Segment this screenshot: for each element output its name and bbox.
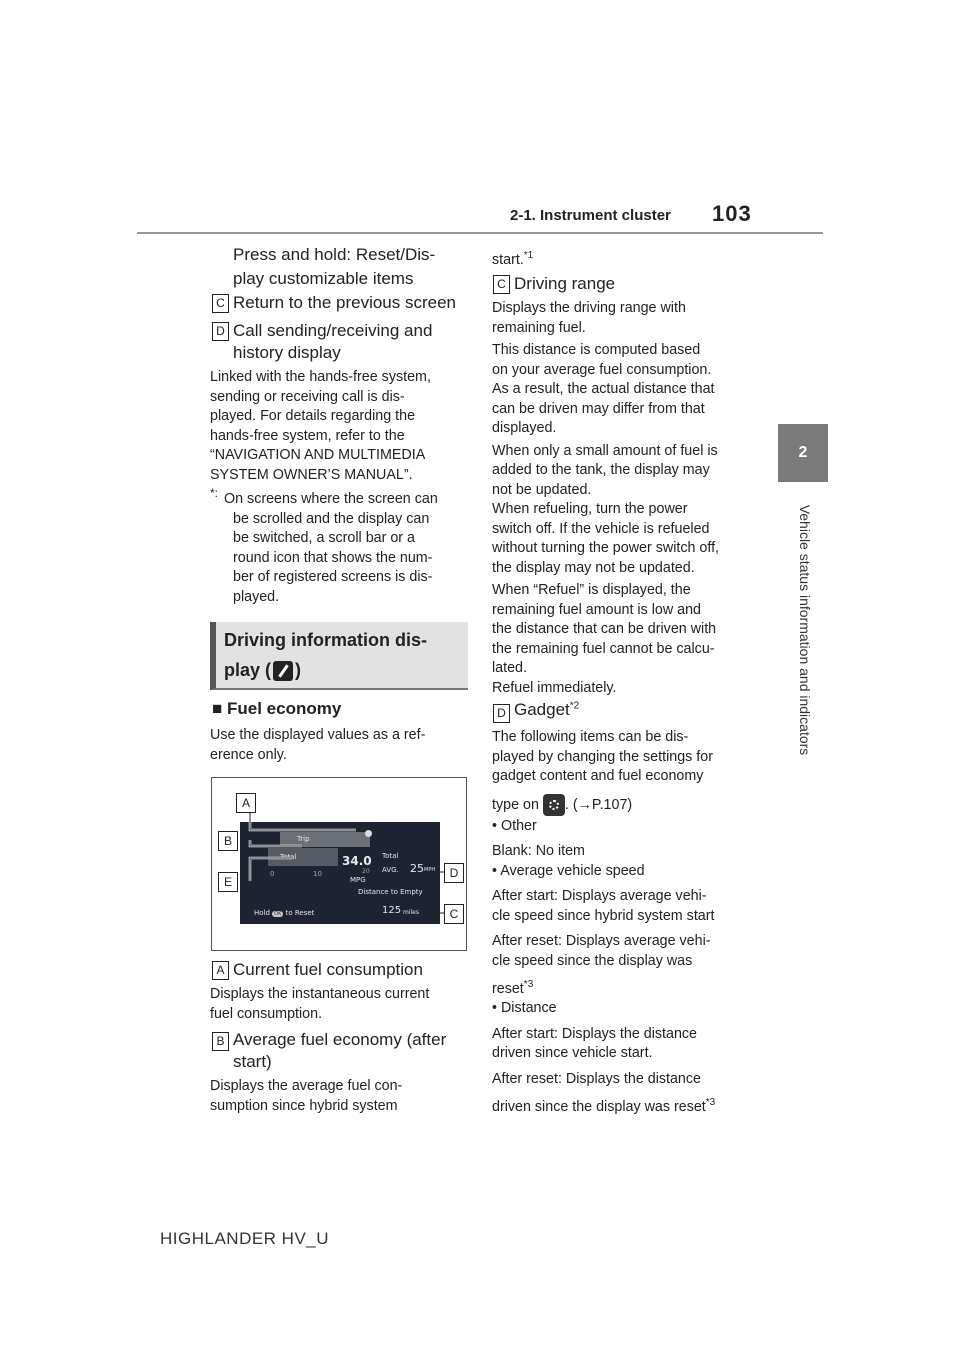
figure-label-b: B — [218, 831, 238, 851]
d-description: Linked with the hands-free system, sending or receiving call is dis- played. For details regarding the hands-free system, refer to the “NAVIGATION AND MULTIMEDIA SYSTEM OWNER’S MANUAL”. — [210, 369, 431, 483]
header-rule — [137, 232, 823, 234]
callout-b-label: Average fuel economy (after start) — [233, 1030, 447, 1071]
model-footer: HIGHLANDER HV_U — [160, 1229, 330, 1248]
pencil-icon — [273, 661, 293, 681]
gadget-label: Gadget$^{*2}$ — [514, 700, 580, 719]
callout-d-label: Call sending/receiving and history display — [233, 321, 433, 362]
figure-label-d: D — [444, 863, 464, 883]
subheading: ■ Fuel economy — [212, 699, 342, 718]
chapter-side-title: Vehicle status information and indicators — [797, 504, 813, 756]
figure-label-e: E — [218, 872, 238, 892]
b-description: Displays the average fuel con- sumption since hybrid system — [210, 1078, 403, 1114]
callout-badge-b: B — [212, 1032, 229, 1051]
intro-text: Use the displayed values as a ref- erence only. — [210, 727, 426, 763]
fuel-value: 34.0 — [342, 854, 372, 868]
page-number: 103 — [712, 201, 752, 226]
driving-range-label: Driving range — [514, 274, 616, 293]
callout-badge-d: D — [212, 322, 229, 341]
callout-a-label: Current fuel consumption — [233, 960, 423, 979]
cluster-figure — [211, 777, 467, 951]
callout-c-label: Return to the previous screen — [233, 293, 457, 312]
section-heading-box: Driving information dis- play ( ) — [210, 622, 468, 690]
callout-badge-a: A — [212, 961, 229, 980]
gadget-body: The following items can be dis- played by changing the settings for gadget content and fuel economy type on . (→P.107) • Other Blank: No item • Average vehicle speed After start: Displays average vehi- cle speed since hybrid system start After reset: Displays average vehi- cle speed since the display was reset$^{*3}$ • Distance After start: Displays the distance driven since vehicle start. After reset: Displays the distance driven since the display was reset$^{*3}$ — [492, 729, 716, 1116]
a-description: Displays the instantaneous current fuel consumption. — [210, 986, 430, 1022]
figure-label-c: C — [444, 904, 464, 924]
callout-badge-c: C — [212, 294, 229, 313]
cluster-display: Trip Total 34.0 AVG. Total 25 MPH MPG 0 10 20 Distance to Empty Hold OK to Reset 125 miles — [240, 822, 440, 924]
figure-label-a: A — [236, 793, 256, 813]
right-badge-c: C — [493, 275, 510, 294]
right-badge-d: D — [493, 704, 510, 723]
continued-text: start.$^{*1}$ — [492, 250, 534, 268]
ok-button-icon: OK — [274, 911, 282, 917]
gear-icon — [543, 794, 565, 816]
chapter-tab: 2 — [778, 424, 828, 482]
driving-range-body: Displays the driving range with remaining fuel. This distance is computed based on your average fuel consumption. As a result, the actual distance that can be driven may differ from that displayed. When only a small amount of fuel is added to the tank, the display may not be updated. When refueling, turn the power switch off. If the vehicle is refueled without turning the power switch off, the display may not be updated. When “Refuel” is displayed, the remaining fuel amount is low and the distance that can be driven with the remaining fuel cannot be calcu- lated. Refuel immediately. — [492, 300, 720, 696]
section-header: 2-1. Instrument cluster — [510, 207, 671, 224]
continued-item: Press and hold: Reset/Dis- play customizable items — [233, 245, 436, 288]
